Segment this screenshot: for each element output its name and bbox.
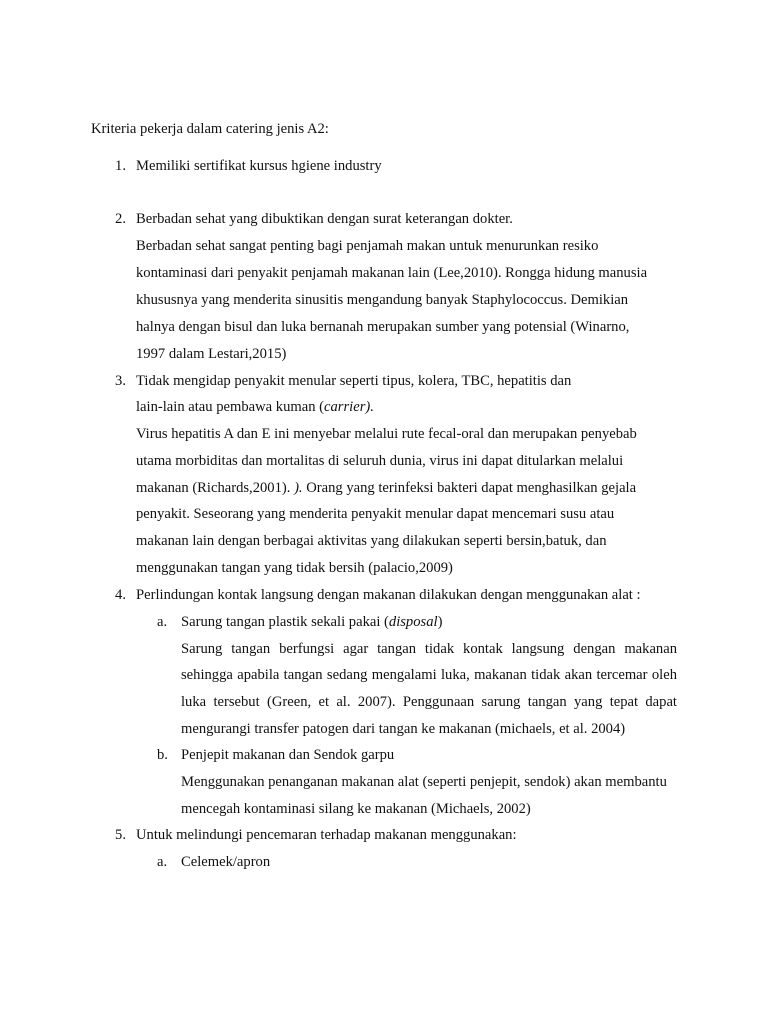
list-item-title: Perlindungan kontak langsung dengan makanan dilakukan dengan menggunakan alat : — [136, 587, 641, 603]
list-item-title: Tidak mengidap penyakit menular seperti tipus, kolera, TBC, hepatitis dan — [136, 373, 572, 389]
paragraph-line: menggunakan tangan yang tidak bersih (palacio,2009) — [136, 560, 453, 576]
list-item-number: 5. — [115, 827, 126, 843]
list-item-title: Berbadan sehat yang dibuktikan dengan surat keterangan dokter. — [136, 211, 513, 227]
italic-text: ). — [294, 480, 303, 496]
paragraph-text: Orang yang terinfeksi bakteri dapat menghasilkan gejala — [302, 480, 637, 496]
paragraph-line: Menggunakan penanganan makanan alat (seperti penjepit, sendok) akan membantu — [181, 774, 667, 790]
paragraph-line: Sarung tangan berfungsi agar tangan tidak kontak langsung dengan makanan — [181, 641, 677, 657]
sub-item-letter: b. — [157, 747, 168, 763]
sub-item-letter: a. — [157, 614, 168, 630]
italic-term: carrier). — [324, 399, 374, 415]
paragraph-line: makanan lain dengan berbagai aktivitas yang dilakukan seperti bersin,batuk, dan — [136, 533, 607, 549]
list-item-title: Memiliki sertifikat kursus hgiene industry — [136, 158, 382, 174]
list-item-number: 1. — [115, 158, 126, 174]
sub-item-title: Celemek/apron — [181, 854, 271, 870]
title-text: ) — [437, 614, 443, 630]
paragraph-line: kontaminasi dari penyakit penjamah makanan lain (Lee,2010). Rongga hidung manusia — [136, 265, 648, 281]
paragraph-line: penyakit. Seseorang yang menderita penyakit menular dapat mencemari susu atau — [136, 506, 615, 522]
paragraph-line: Berbadan sehat sangat penting bagi penjamah makan untuk menurunkan resiko — [136, 238, 599, 254]
list-item-number: 2. — [115, 211, 126, 227]
paragraph-line: khususnya yang menderita sinusitis mengandung banyak Staphylococcus. Demikian — [136, 292, 629, 308]
paragraph-line: halnya dengan bisul dan luka bernanah merupakan sumber yang potensial (Winarno, — [136, 319, 630, 335]
sub-item-letter: a. — [157, 854, 168, 870]
title-text: Sarung tangan plastik sekali pakai ( — [181, 614, 389, 630]
paragraph-line — [136, 479, 636, 497]
title-text: lain-lain atau pembawa kuman ( — [136, 399, 325, 415]
paragraph-line: luka tersebut (Green, et al. 2007). Penggunaan sarung tangan yang tepat dapat — [181, 694, 677, 710]
paragraph-line: 1997 dalam Lestari,2015) — [136, 346, 287, 362]
paragraph-line: utama morbiditas dan mortalitas di seluruh dunia, virus ini dapat ditularkan melalui — [136, 453, 624, 469]
paragraph-text: makanan (Richards,2001). — [136, 480, 295, 496]
list-item-number: 3. — [115, 373, 126, 389]
sub-item-title: Penjepit makanan dan Sendok garpu — [181, 747, 395, 763]
list-item-title: Untuk melindungi pencemaran terhadap makanan menggunakan: — [136, 827, 517, 843]
list-item-number: 4. — [115, 587, 126, 603]
sub-item-title — [181, 613, 442, 631]
paragraph-line: sehingga apabila tangan sedang mengalami luka, makanan tidak akan tercemar oleh — [181, 667, 677, 683]
paragraph-line: Virus hepatitis A dan E ini menyebar melalui rute fecal-oral dan merupakan penyebab — [136, 426, 637, 442]
paragraph-line: mencegah kontaminasi silang ke makanan (Michaels, 2002) — [181, 801, 531, 817]
paragraph-line: mengurangi transfer patogen dari tangan ke makanan (michaels, et al. 2004) — [181, 721, 626, 737]
document-heading: Kriteria pekerja dalam catering jenis A2: — [91, 121, 329, 137]
italic-term: disposal — [388, 614, 438, 630]
list-item-title-continued — [136, 398, 374, 416]
